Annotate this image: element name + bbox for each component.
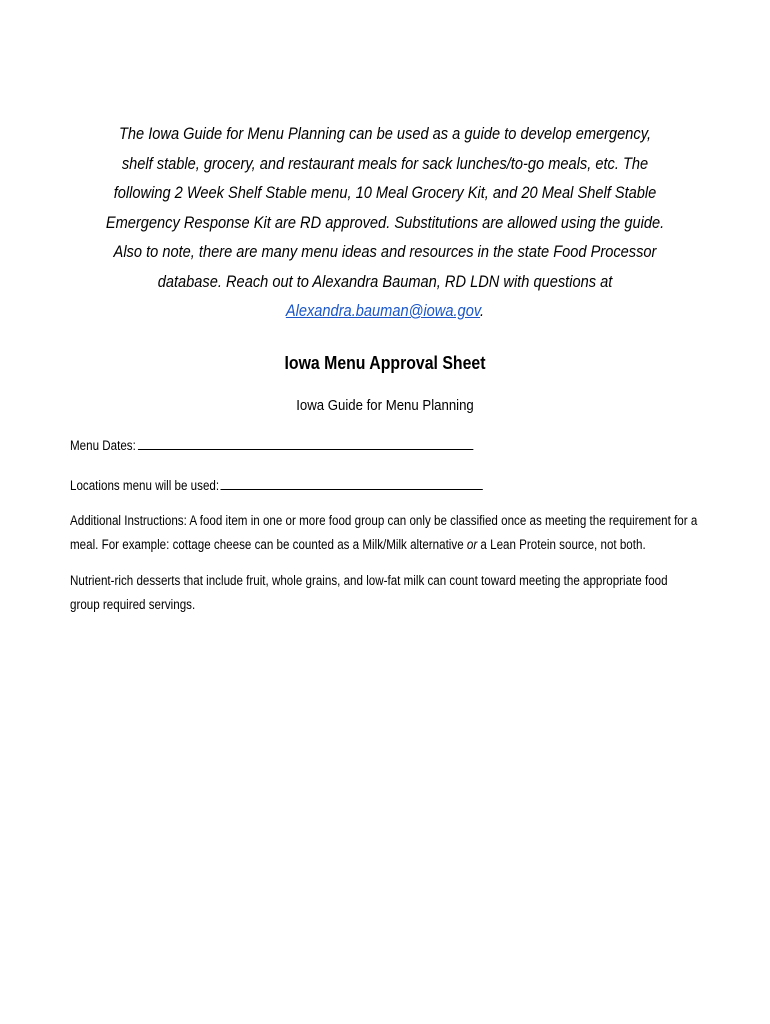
intro-period: . — [480, 301, 485, 320]
menu-dates-label: Menu Dates: — [70, 438, 136, 453]
desserts-note: Nutrient-rich desserts that include fruit, whole grains, and low-fat milk can count toward meeting the appropriate food group required servings. — [70, 573, 668, 612]
email-link[interactable]: Alexandra.bauman@iowa.gov — [285, 301, 481, 320]
locations-field — [70, 475, 483, 496]
page-subtitle: Iowa Guide for Menu Planning — [296, 397, 474, 414]
intro-text: The Iowa Guide for Menu Planning can be used as a guide to develop emergency, shelf stable, grocery, and restaurant meals for sack lunches/to-go meals, etc. The following 2 Week Shelf Stable menu, 10 Meal Grocery Kit, and 20 Meal Shelf Stable Emergency Response Kit are RD approved. Substitutions are allowed using the guide. Also to note, there are many menu ideas and resources in the state Food Processor database. Reach out to Alexandra Bauman, RD LDN with questions at — [105, 124, 665, 291]
menu-dates-field — [70, 435, 473, 456]
instructions-emphasis: or — [466, 537, 478, 552]
menu-dates-blank[interactable] — [138, 435, 473, 450]
locations-label: Locations menu will be used: — [70, 478, 220, 493]
locations-blank[interactable] — [221, 475, 483, 490]
page-title: Iowa Menu Approval Sheet — [284, 353, 486, 373]
additional-instructions — [70, 509, 698, 557]
intro-paragraph — [104, 119, 666, 326]
instructions-text-2: a Lean Protein source, not both. — [477, 537, 646, 552]
instructions-text-1: Additional Instructions: A food item in one or more food group can only be classified once as meeting the requirement for a meal. For example: cottage cheese can be counted as a Milk/Milk alternative — [70, 513, 698, 552]
